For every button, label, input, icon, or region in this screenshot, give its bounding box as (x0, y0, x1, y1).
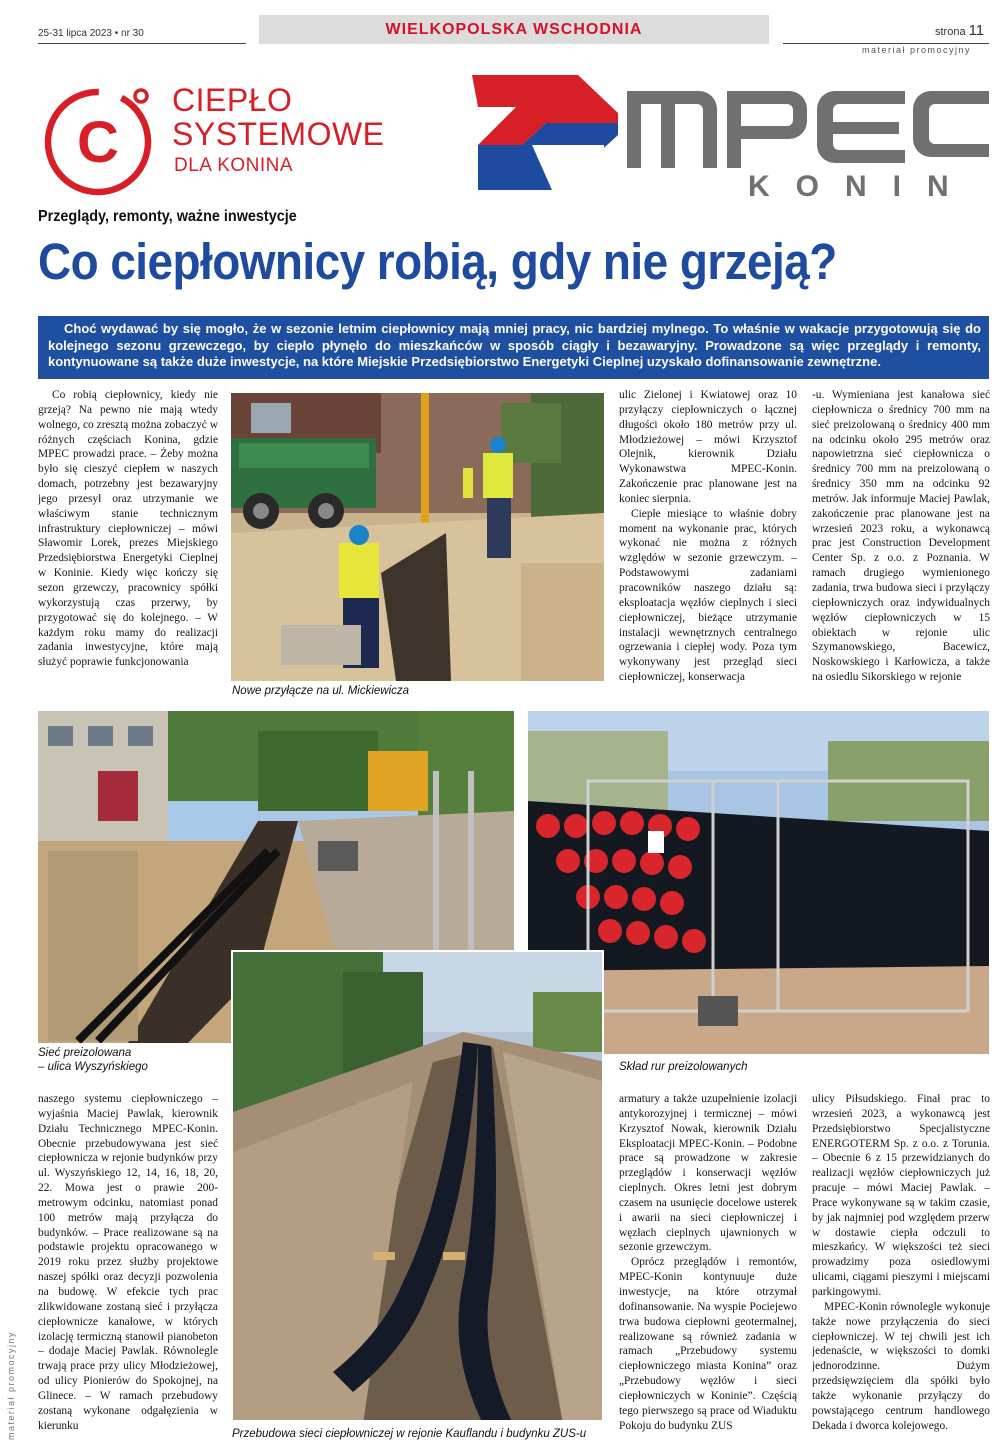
column-3-bottom (619, 1092, 797, 1439)
column-1-top (38, 388, 218, 698)
paragraph: -u. Wymieniana jest kanałowa sieć ciepłownicza o średnicy 700 mm na sieć preizolowaną o średnicy 400 mm na odcinku około 295 metrów oraz napowietrzna sieć ciepłownicza o średnicy 700 mm na preizolowaną o średnicy 350 mm na odcinku 92 metrów. Jak informuje Maciej Pawlak, zakończenie prac planowane jest na wrzesień 2023 roku, a wykonawcą prac jest Construction Development Center Sp. z o.o. z Poznania. W ramach drugiego wymienionego zadania, trwa budowa sieci i przyłączy ciepłowniczych oraz indywidualnych węzłów ciepłowniczych w 15 obiektach w rejonie ulic Szymanowskiego, Bacewicz, Noskowskiego i Karłowicza, a także na osiedlu Sikorskiego w rejonie (812, 389, 990, 684)
column-4-top (812, 388, 990, 698)
header-rule-left (38, 43, 246, 44)
caption-photo-2 (38, 1046, 148, 1074)
caption-photo-2-line-2: – ulica Wyszyńskiego (38, 1061, 148, 1073)
mpec-emblem (472, 75, 620, 190)
logo-text-cieplo: CIEPŁO (172, 82, 293, 118)
column-3-top (619, 388, 797, 698)
issue-date: 25-31 lipca 2023 • nr 30 (38, 28, 144, 39)
photo-mickiewicza (231, 393, 604, 681)
paragraph: ulicy Piłsudskiego. Finał prac to wrzesień 2023, a wykonawcą jest Przedsiębiorstwo Specjalistyczne ENERGOTERM Sp. z o.o. z Torunia. – Obecnie 6 z 15 przewidzianych do realizacji węzłów ciepłowniczych już pracuje – mówi Maciej Pawlak. – Prace wykonywane są w takim czasie, by jak najmniej pod względem przerw w dostawie ciepła odczuli to mieszkańcy. W większości też sieci prowadzimy poza osiedlowymi ulicami, ciągami pieszymi i miejscami parkingowymi. (812, 1093, 990, 1298)
article-lead: Choć wydawać by się mogło, że w sezonie letnim ciepłownicy mają mniej pracy, nic bardziej mylnego. To właśnie w wakacje przygotowują się do kolejnego sezonu grzewczego, by ciepło płynęło do mieszkańców w sposób ciągły i bezawaryjny. Prowadzone są więc przeglądy i remonty, kontynuowane są także duże inwestycje, na które Miejskie Przedsiębiorstwo Energetyki Cieplnej uzyskało dofinansowanie zewnętrzne. (38, 316, 989, 379)
mpec-city-label: KONIN (748, 170, 975, 203)
caption-photo-4: Przebudowa sieci ciepłowniczej w rejonie Kauflandu i budynku ZUS-u (232, 1428, 587, 1440)
promo-label: materiał promocyjny (862, 45, 972, 55)
page-number (935, 22, 984, 39)
column-4-bottom (812, 1092, 990, 1439)
paragraph: armatury a także uzupełnienie izolacji antykorozyjnej i termicznej – mówi Krzysztof Nowak, kierownik Działu Eksploatacji MPEC-Konin. – Podobne prace są prowadzone w zakresie przeglądów i konserwacji węzłów cieplnych. Okres letni jest dobrym czasem na usunięcie docelowe usterek i awarii na sieci ciepłowniczej i węzłach cieplnych ujawnionych w sezonie grzewczym. (619, 1093, 797, 1254)
paragraph: ulic Zielonej i Kwiatowej oraz 10 przyłączy ciepłowniczych o łącznej długości około 180 metrów przy ul. Młodzieżowej – mówi Krzysztof Olejnik, kierownik Działu Wykonawstwa MPEC-Konin. Zakończenie prac planowane jest na koniec sierpnia. (619, 389, 797, 505)
article-kicker: Przeglądy, remonty, ważne inwestycje (38, 208, 297, 225)
caption-photo-2-line-1: Sieć preizolowana (38, 1047, 132, 1059)
logo-text-systemowe: SYSTEMOWE (172, 116, 385, 152)
photo-kaufland-zus (231, 950, 604, 1422)
header-rule-right (783, 43, 989, 44)
column-1-bottom (38, 1092, 218, 1439)
cieplo-systemowe-logo (42, 83, 157, 198)
logo-letter-c: C (77, 110, 119, 175)
paragraph: Co robią ciepłownicy, kiedy nie grzeją? Na pewno nie mają wtedy wolnego, co zresztą można zobaczyć w różnych częściach Konina, gdzie MPEC prowadzi prace. – Żeby można było się cieszyć ciepłem w naszych domach, potrzebny jest bezawaryjny jego przesył oraz utrzymanie we właściwym stanie technicznym infrastruktury ciepłowniczej – mówi Sławomir Lorek, prezes Miejskiego Przedsiębiorstwa Energetyki Cieplnej w Koninie. Kiedy więc kończy się sezon grzewczy, pracownicy spółki wykorzystują czas przerwy, by przygotować się do kolejnego. – W każdym roku mamy do realizacji zadania inwestycyjne, które mają służyć poprawie funkcjonowania (38, 389, 218, 669)
paragraph: Ciepłe miesiące to właśnie dobry moment na wykonanie prac, których wykonać nie można z różnych względów w sezonie grzewczym. – Podstawowymi zadaniami pracowników naszego działu są: eksploatacja węzłów cieplnych i sieci ciepłowniczej, bieżące utrzymanie instalacji wewnętrznych centralnego ogrzewania i ciepłej wody. Poza tym wykonywany jest przegląd sieci ciepłowniczej, konserwacja (619, 507, 797, 684)
article-headline: Co ciepłownicy robią, gdy nie grzeją? (38, 233, 837, 290)
mpec-wordmark (627, 83, 989, 168)
caption-photo-1: Nowe przyłącze na ul. Mickiewicza (232, 685, 410, 697)
region-banner: WIELKOPOLSKA WSCHODNIA (259, 15, 769, 44)
caption-photo-3: Skład rur preizolowanych (619, 1061, 748, 1073)
logo-text-dla-konina: DLA KONINA (174, 155, 294, 176)
page-label: strona (935, 26, 966, 38)
side-promo-label: materiał promocyjny (6, 1330, 16, 1440)
paragraph: naszego systemu ciepłowniczego – wyjaśnia Maciej Pawlak, kierownik Działu Technicznego MPEC-Konin. Obecnie przebudowywana jest sieć ciepłownicza w rejonie budynków przy ul. Wyszyńskiego 12, 14, 16, 18, 20, 22. Mowa jest o prawie 200-metrowym odcinku, natomiast ponad 100 metrów mają przyłącza do budynków. – Prace realizowane są na podstawie projektu opracowanego w 2019 roku przez służby projektowe naszej spółki oraz decyzji pozwolenia na budowę. W efekcie tych prac zlikwidowane zostaną sieć i przyłącza ciepłownicze kanałowe, w których izolację termiczną stanowił pianobeton – dodaje Maciej Pawlak. Równolegle trwają prace przy ulicy Młodzieżowej, od ulicy Pionierów do Spokojnej, na Glinece. – W ramach przebudowy zostaną wykonane odgałęzienia w kierunku (38, 1093, 218, 1432)
paragraph: Oprócz przeglądów i remontów, MPEC-Konin kontynuuje duże inwestycje, na które otrzymał dofinansowanie. Na wyspie Pociejewo trwa budowa ciepłowni geotermalnej, realizowane są również zadania w ramach „Przebudowy systemu ciepłowniczego miasta Konina” oraz „Przebudowy węzłów i sieci ciepłowniczych w Koninie”. Częścią tego pierwszego są prace od Wiaduktu Pokoju do budynku ZUS (619, 1256, 797, 1432)
page-number-value: 11 (968, 22, 985, 39)
paragraph: MPEC-Konin równolegle wykonuje także nowe przyłączenia do sieci ciepłowniczej. W tej chwili jest ich jedenaście, w większości to domki jednorodzinne. Dużym przedsięwzięciem dla spółki było także wykonanie przyłączy do powstającego centrum handlowego Dekada i dworca kolejowego. (812, 1300, 990, 1432)
